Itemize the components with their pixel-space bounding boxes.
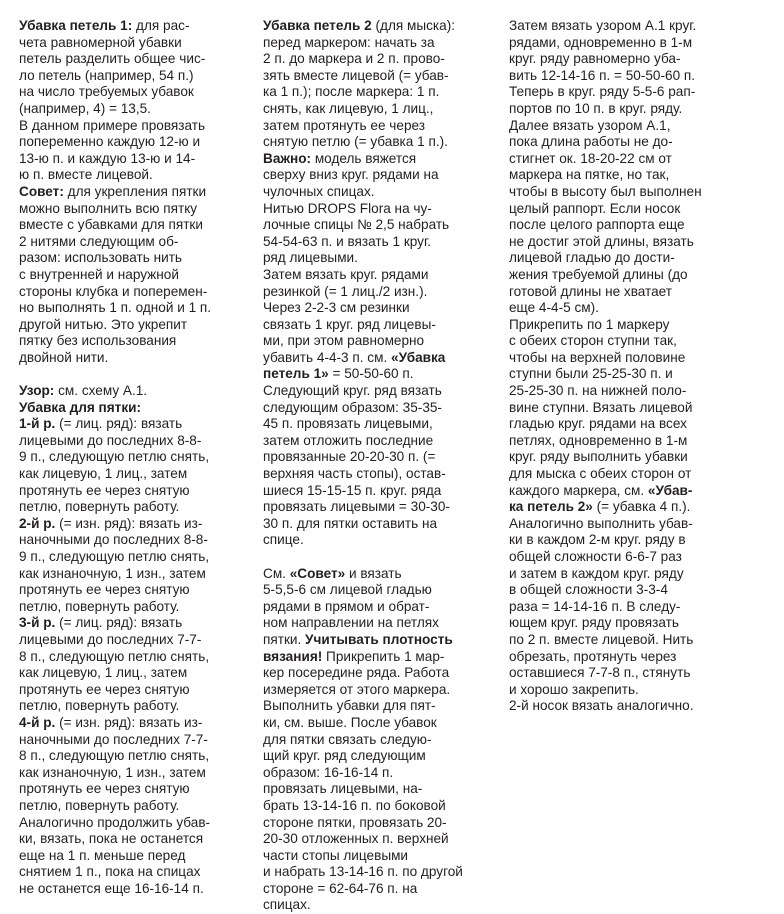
bold-term: петель 1»	[263, 366, 329, 382]
bold-term: Узор:	[19, 383, 55, 399]
text-line: наночными до последних 7-7-	[19, 731, 208, 747]
bold-term: 2-й р.	[19, 515, 56, 531]
text-line: общей сложности 6-6-7 раз	[509, 549, 682, 564]
text-line: круг. ряду выполнить убавки	[509, 449, 688, 465]
text-line: стороне = 62-64-76 п. на	[263, 880, 418, 896]
text-line: Аналогично продолжить убав-	[19, 814, 211, 830]
text-line: перед маркером: начать за	[263, 34, 435, 50]
text-line: ки, вязать, пока не останется	[19, 831, 204, 847]
text-line: стороны клубка и поперемен-	[19, 283, 208, 299]
text-line: как изнаночную, 1 изн., затем	[19, 565, 206, 581]
text-line: портов по 10 п. в круг. ряду.	[509, 100, 683, 116]
text-line: вязания! Прикрепить 1 мар-	[263, 648, 445, 664]
text-column-2	[263, 18, 485, 914]
text-line: ло петель (например, 54 п.)	[19, 67, 194, 83]
bold-term: Важно:	[263, 150, 312, 166]
bold-term: Убавка петель 1:	[19, 18, 133, 33]
text-line: провязанные 20-20-30 п. (=	[263, 449, 436, 465]
text-line: петлю, повернуть работу.	[19, 598, 180, 614]
text-line: зять вместе лицевой (= убав-	[263, 67, 449, 83]
text-line: гладью круг. рядами на всех	[509, 416, 687, 432]
text-line	[19, 400, 241, 417]
text-line: Затем вязать узором А.1 круг.	[509, 18, 697, 33]
bold-term: «Убав-	[647, 482, 693, 498]
text-line: провязать лицевыми = 30-30-	[263, 499, 450, 515]
text-line: 13-ю п. и каждую 13-ю и 14-	[19, 150, 196, 166]
text-line: жения требуемой длины (до	[509, 266, 688, 282]
text-line: Нитью DROPS Flora на чу-	[263, 200, 432, 216]
paragraph	[19, 18, 241, 184]
text-line: и затем в каждом круг. ряду	[509, 565, 684, 581]
text-line: (например, 4) = 13,5.	[19, 100, 151, 116]
text-line: спице.	[263, 532, 304, 548]
text-line: петлю, повернуть работу.	[19, 797, 180, 813]
text-line: круг. ряду равномерно уба-	[509, 51, 681, 67]
text-line: протянуть ее через снятую	[19, 681, 190, 697]
paragraph	[19, 383, 241, 897]
text-line: чтобы на верхней половине	[509, 349, 686, 365]
text-line: после целого раппорта еще	[509, 217, 685, 233]
text-line: брать 13-14-16 п. по боковой	[263, 797, 446, 813]
text-line: Убавка петель 1: для рас-	[19, 18, 190, 33]
text-line: протянуть ее через снятую	[19, 781, 190, 797]
text-line: кер посередине ряда. Работа	[263, 665, 450, 681]
text-line: чулочных спицах.	[263, 183, 375, 199]
text-line: лицевыми до последних 7-7-	[19, 631, 202, 647]
text-line: 2-й р. (= изн. ряд): вязать из-	[19, 515, 203, 531]
text-line: шиеся 15-15-15 п. круг. ряда	[263, 482, 442, 498]
text-line: в общей сложности 3-3-4	[509, 582, 668, 598]
text-line: попеременно каждую 12-ю и	[19, 134, 201, 150]
text-line: вине ступни. Вязать лицевой	[509, 399, 693, 415]
text-line: снять, как лицевую, 1 лиц.,	[263, 100, 434, 116]
text-line: 2-й носок вязать аналогично.	[509, 698, 694, 714]
text-line: как изнаночную, 1 изн., затем	[19, 764, 206, 780]
text-line: 2 п. до маркера и 2 п. прово-	[263, 51, 445, 67]
text-line: 2 нитями следующим об-	[19, 233, 179, 249]
text-line: Аналогично выполнить убав-	[509, 515, 693, 531]
text-line: лицевыми до последних 8-8-	[19, 432, 202, 448]
text-line: снятую петлю (= убавка 1 п.).	[263, 134, 448, 150]
paragraph	[19, 184, 241, 367]
text-line: пятки. Учитывать плотность	[263, 631, 453, 647]
text-line: Далее вязать узором А.1,	[509, 117, 671, 133]
text-line: 54-54-63 п. и вязать 1 круг.	[263, 233, 432, 249]
text-line: протянуть ее через снятую	[19, 482, 190, 498]
bold-term: 4-й р.	[19, 714, 56, 730]
bold-term: 1-й р.	[19, 416, 56, 432]
text-line: стигнет ок. 18-20-22 см от	[509, 150, 672, 166]
text-line: 45 п. провязать лицевыми,	[263, 416, 433, 432]
text-line: с обеих сторон ступни так,	[509, 333, 677, 349]
text-line: Совет: для укрепления пятки	[19, 183, 207, 199]
paragraph	[263, 18, 485, 151]
paragraph	[263, 566, 485, 914]
bold-term: ка петель 2»	[509, 499, 593, 515]
text-line: но выполнять 1 п. одной и 1 п.	[19, 300, 212, 316]
text-line: ряд лицевыми.	[263, 250, 358, 266]
text-line: вместе с убавками для пятки	[19, 217, 203, 233]
text-column-3	[509, 18, 731, 715]
text-line: ющем круг. ряду провязать	[509, 615, 679, 631]
text-line: вить 12-14-16 п. = 50-50-60 п.	[509, 67, 696, 83]
bold-term: 3-й р.	[19, 615, 56, 631]
text-line: резинкой (= 1 лиц./2 изн.).	[263, 283, 428, 299]
paragraph	[509, 18, 731, 715]
text-line: разом: использовать нить	[19, 250, 182, 266]
text-line: Выполнить убавки для пят-	[263, 698, 436, 714]
text-line: 5-5,5-6 см лицевой гладью	[263, 582, 432, 598]
text-line: Прикрепить по 1 маркеру	[509, 316, 670, 332]
text-line: стороне пятки, провязать 20-	[263, 814, 447, 830]
text-line: целый раппорт. Если носок	[509, 200, 681, 216]
text-line: части стопы лицевыми	[263, 847, 409, 863]
text-line: 8 п., следующую петлю снять,	[19, 748, 210, 764]
bold-term: «Совет»	[289, 565, 346, 581]
text-line: с внутренней и наружной	[19, 266, 179, 282]
text-line: сверху вниз круг. рядами на	[263, 167, 439, 183]
bold-term: вязания!	[263, 648, 323, 664]
text-line: по 2 п. вместе лицевой. Нить	[509, 631, 694, 647]
text-line: двойной нити.	[19, 349, 109, 365]
text-line: петель 1» = 50-50-60 п.	[263, 366, 414, 382]
text-line: Следующий круг. ряд вязать	[263, 383, 442, 399]
bold-term: Убавка для пятки:	[19, 399, 142, 415]
text-line: затем отложить последние	[263, 432, 434, 448]
text-line: еще 4-4-5 см).	[509, 300, 599, 316]
paragraph	[263, 151, 485, 549]
text-line: и набрать 13-14-16 п. по другой	[263, 864, 463, 880]
text-line: ка петель 2» (= убавка 4 п.).	[509, 499, 691, 515]
text-line: 9 п., следующую петлю снять,	[19, 449, 210, 465]
bold-term: Совет:	[19, 183, 64, 199]
text-line: Важно: модель вяжется	[263, 150, 417, 166]
text-line: 20-30 отложенных п. верхней	[263, 831, 449, 847]
text-line: Убавка петель 2 (для мыска):	[263, 18, 456, 33]
text-line: лочные спицы № 2,5 набрать	[263, 217, 450, 233]
text-line: образом: 16-16-14 п.	[263, 764, 394, 780]
text-line: ном направлении на петлях	[263, 615, 439, 631]
text-line: можно выполнить всю пятку	[19, 200, 198, 216]
text-line: готовой длины не хватает	[509, 283, 673, 299]
text-line: каждого маркера, см. «Убав-	[509, 482, 693, 498]
text-line: другой нитью. Это укрепит	[19, 316, 188, 332]
text-line: Затем вязать круг. рядами	[263, 266, 429, 282]
text-line: 4-й р. (= изн. ряд): вязать из-	[19, 714, 203, 730]
text-line: на число требуемых убавок	[19, 84, 194, 100]
text-line: не останется еще 16-16-14 п.	[19, 880, 204, 896]
text-line: ю п. вместе лицевой.	[19, 167, 153, 183]
text-line: обрезать, протянуть через	[509, 648, 677, 664]
text-line: убавить 4-4-3 п. см. «Убавка	[263, 349, 446, 365]
text-line: 1-й р. (= лиц. ряд): вязать	[19, 416, 183, 432]
text-line: петлях, одновременно в 1-м	[509, 432, 688, 448]
text-line: 9 п., следующую петлю снять,	[19, 549, 210, 564]
text-line: наночными до последних 8-8-	[19, 532, 208, 548]
text-line: ки, см. выше. После убавок	[263, 714, 437, 730]
text-line: ка 1 п.); после маркера: 1 п.	[263, 84, 440, 100]
text-line: Теперь в круг. ряду 5-5-6 рап-	[509, 84, 696, 100]
text-line: петель разделить общее чис-	[19, 51, 206, 67]
text-line: спицах.	[263, 897, 311, 913]
text-line: петлю, повернуть работу.	[19, 698, 180, 714]
text-line: 30 п. для пятки оставить на	[263, 515, 438, 531]
text-line: петлю, повернуть работу.	[19, 499, 180, 515]
text-line: щий круг. ряд следующим	[263, 748, 426, 764]
text-line: следующим образом: 35-35-	[263, 399, 442, 415]
text-line: пока длина работы не до-	[509, 134, 673, 150]
text-line: 25-25-30 п. на нижней поло-	[509, 383, 687, 399]
bold-term: Учитывать плотность	[305, 631, 453, 647]
text-line: верхняя часть стопы), остав-	[263, 466, 446, 482]
text-line: В данном примере провязать	[19, 117, 206, 133]
text-line: для мыска с обеих сторон от	[509, 466, 692, 482]
text-line: рядами в прямом и обрат-	[263, 598, 430, 614]
text-line: измеряется от этого маркера.	[263, 681, 451, 697]
text-line: См. «Совет» и вязать	[263, 565, 402, 581]
text-line: чтобы в высоту был выполнен	[509, 183, 702, 199]
text-line: ки в каждом 2-м круг. ряду в	[509, 532, 686, 548]
text-line: провязать лицевыми, на-	[263, 781, 423, 797]
text-line: пятку без использования	[19, 333, 177, 349]
text-column-1	[19, 18, 241, 897]
text-line: чета равномерной убавки	[19, 34, 182, 50]
text-line: маркера на пятке, но так,	[509, 167, 670, 183]
text-line: Узор: см. схему А.1.	[19, 383, 148, 399]
text-line: оставшиеся 7-7-8 п., стянуть	[509, 665, 691, 681]
text-line: для пятки связать следую-	[263, 731, 432, 747]
bold-term: «Убавка	[391, 349, 446, 365]
text-line: раза = 14-14-16 п. В следу-	[509, 598, 681, 614]
text-line: рядами, одновременно в 1-м	[509, 34, 693, 50]
text-line: лицевой гладью до дости-	[509, 250, 675, 266]
text-line: не достиг этой длины, вязать	[509, 233, 694, 249]
text-line: еще на 1 п. меньше перед	[19, 847, 186, 863]
text-line: 3-й р. (= лиц. ряд): вязать	[19, 615, 183, 631]
text-line: снятием 1 п., пока на спицах	[19, 864, 201, 880]
text-line: и хорошо закрепить.	[509, 681, 639, 697]
text-line: Через 2-2-3 см резинки	[263, 300, 410, 316]
text-line: как лицевую, 1 лиц., затем	[19, 466, 188, 482]
text-line: связать 1 круг. ряд лицевы-	[263, 316, 436, 332]
bold-term: Убавка петель 2	[263, 18, 372, 33]
text-line: 8 п., следующую петлю снять,	[19, 648, 210, 664]
text-line: ступни были 25-25-30 п. и	[509, 366, 673, 382]
text-line: затем протянуть ее через	[263, 117, 426, 133]
text-line: как лицевую, 1 лиц., затем	[19, 665, 188, 681]
text-line: протянуть ее через снятую	[19, 582, 190, 598]
text-line: ми, при этом равномерно	[263, 333, 425, 349]
